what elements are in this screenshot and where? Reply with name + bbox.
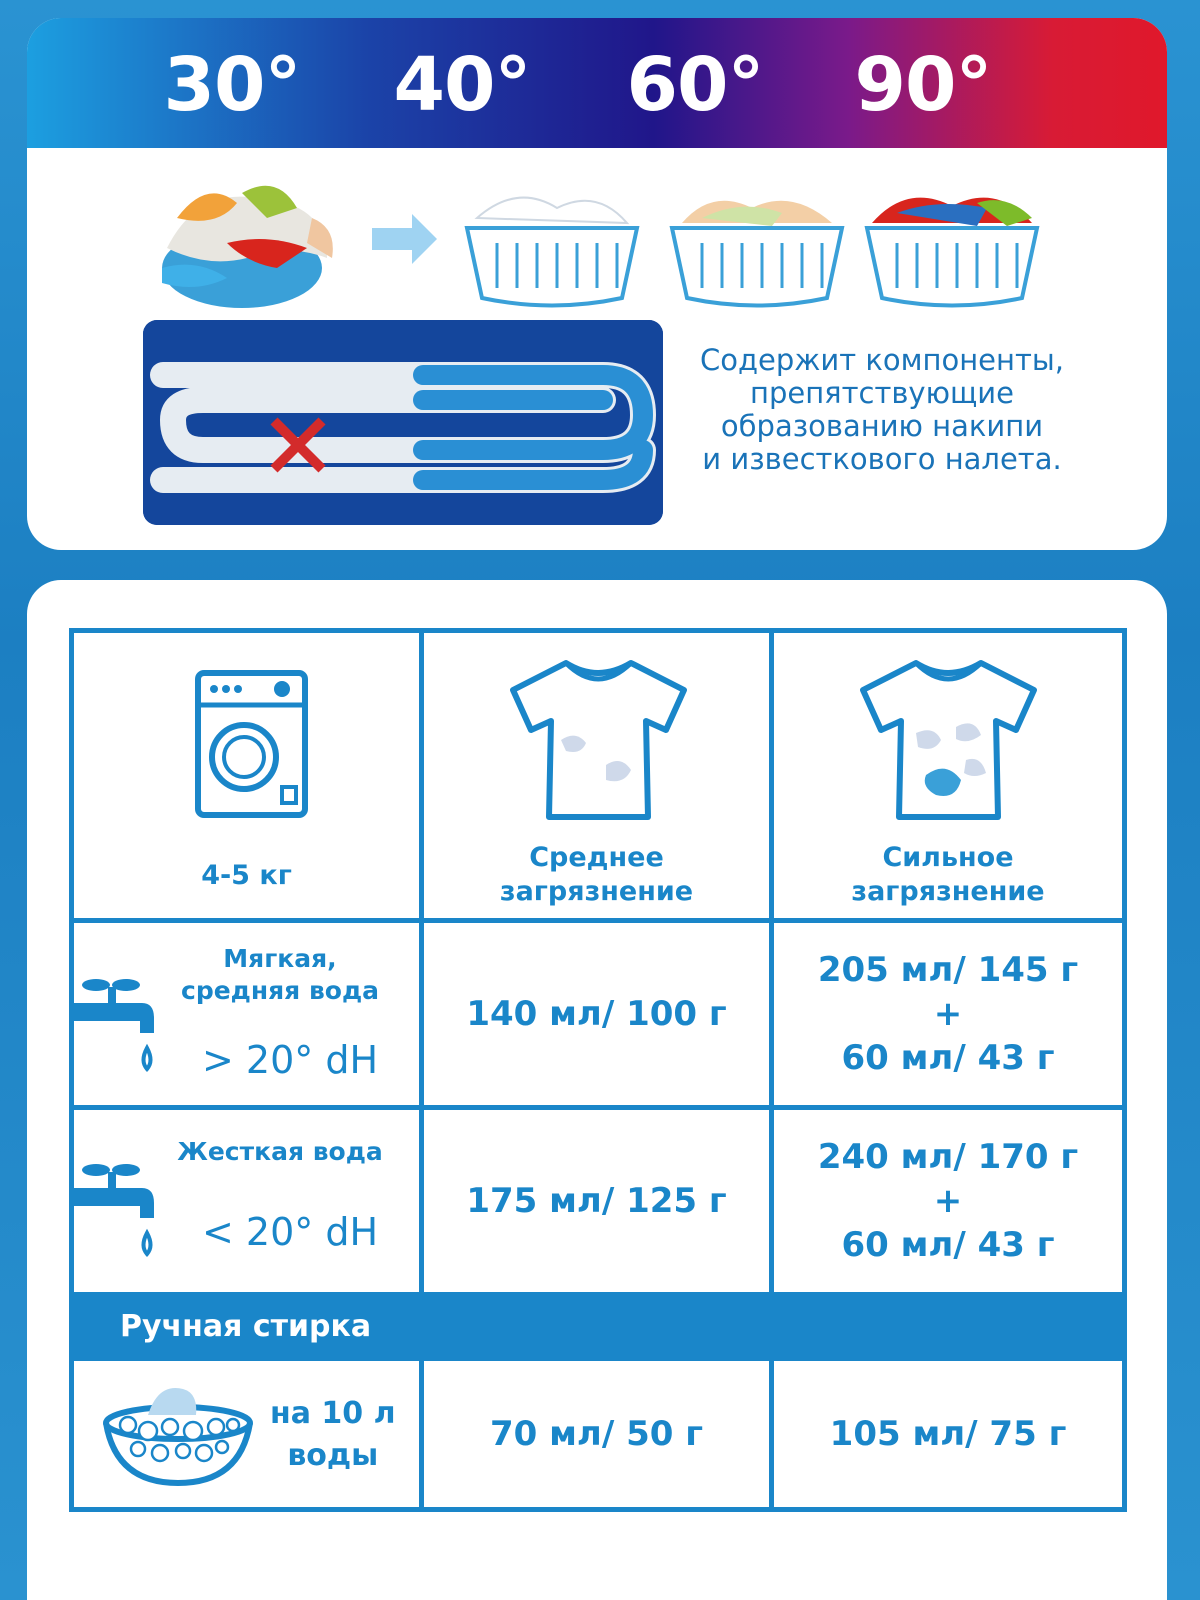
hand-wash-heavy-dose <box>774 1361 1122 1507</box>
soft-water-hardness: > 20° dH <box>202 1038 379 1082</box>
table-row-hand-wash <box>74 1361 1122 1507</box>
hard-water-hardness: < 20° dH <box>202 1210 379 1254</box>
anti-scale-line-3: образованию накипи <box>720 409 1044 443</box>
hand-wash-cell <box>74 1361 424 1507</box>
table-row-hard-water <box>74 1110 1122 1297</box>
soft-water-heavy-dose-value <box>818 948 1078 1080</box>
hand-wash-title-row <box>74 1297 1122 1361</box>
anti-scale-line-1: Содержит компоненты, <box>700 343 1064 377</box>
machine-cell <box>74 633 424 918</box>
dosage-panel <box>27 580 1167 1600</box>
hard-water-label: Жесткая вода <box>177 1137 383 1166</box>
table-header-row <box>74 633 1122 923</box>
heavy-soil-line-2: загрязнение <box>851 876 1045 907</box>
medium-soil-line-2: загрязнение <box>499 876 694 907</box>
medium-soil-label <box>424 841 769 909</box>
heating-element-icon <box>143 320 663 525</box>
temperature-gradient-band <box>27 18 1167 148</box>
medium-soil-header <box>424 633 774 918</box>
soft-water-medium-dose-value: 140 мл/ 100 г <box>466 994 727 1034</box>
dosage-table <box>69 628 1127 1512</box>
heavy-soil-header <box>774 633 1122 918</box>
heating-element-illustration <box>143 320 663 525</box>
arrow-right-icon <box>372 214 437 264</box>
hard-water-heavy-dose-plus: + <box>933 1181 963 1221</box>
laundry-sorting-illustration <box>27 148 1167 328</box>
temperature-panel <box>27 18 1167 550</box>
hard-water-heavy-dose-line-2: 60 мл/ 43 г <box>841 1225 1055 1265</box>
hard-water-heavy-dose <box>774 1110 1122 1292</box>
hard-water-medium-dose <box>424 1110 774 1292</box>
hand-wash-medium-dose-value: 70 мл/ 50 г <box>489 1414 703 1454</box>
hard-water-heavy-dose-line-1: 240 мл/ 170 г <box>817 1137 1079 1177</box>
tshirt-heavy-stain-icon <box>856 655 1041 825</box>
temp-90: 90° <box>854 42 992 128</box>
hard-water-medium-dose-value: 175 мл/ 125 г <box>466 1181 727 1221</box>
tshirt-medium-stain-icon <box>506 655 691 825</box>
heavy-soil-line-1: Сильное <box>882 842 1014 873</box>
hand-wash-heavy-dose-value: 105 мл/ 75 г <box>829 1414 1067 1454</box>
anti-scale-line-4: и известкового налета. <box>702 442 1062 476</box>
soft-water-line-2: средняя вода <box>181 976 379 1005</box>
soft-water-heavy-dose-line-2: 60 мл/ 43 г <box>841 1038 1055 1078</box>
medium-soil-line-1: Среднее <box>529 842 664 873</box>
hard-water-cell <box>74 1110 424 1292</box>
hand-wash-volume-line-2: воды <box>287 1438 379 1473</box>
machine-load-label: 4-5 кг <box>201 860 292 891</box>
wash-basin-icon <box>98 1375 258 1495</box>
hand-wash-volume-line-1: на 10 л <box>270 1396 396 1431</box>
temp-40: 40° <box>393 42 531 128</box>
temp-30: 30° <box>163 42 301 128</box>
laundry-pile-icon <box>162 186 333 308</box>
heavy-soil-label <box>774 841 1122 909</box>
soft-water-heavy-dose-plus: + <box>933 994 963 1034</box>
washing-machine-icon <box>194 669 309 819</box>
hand-wash-volume-label <box>270 1393 396 1477</box>
anti-scale-notice <box>667 344 1097 476</box>
basket-pastel-icon <box>672 201 842 306</box>
red-cross-icon <box>268 415 328 475</box>
soft-water-label <box>170 943 390 1007</box>
water-tap-icon <box>72 973 162 1083</box>
basket-colored-icon <box>867 198 1037 306</box>
hand-wash-medium-dose <box>424 1361 774 1507</box>
soft-water-heavy-dose <box>774 923 1122 1105</box>
soft-water-medium-dose <box>424 923 774 1105</box>
table-row-soft-water <box>74 923 1122 1110</box>
water-tap-icon <box>72 1158 162 1268</box>
temp-60: 60° <box>626 42 764 128</box>
basket-white-icon <box>467 198 637 306</box>
anti-scale-line-2: препятствующие <box>749 376 1015 410</box>
soft-water-heavy-dose-line-1: 205 мл/ 145 г <box>817 950 1079 990</box>
hand-wash-title: Ручная стирка <box>120 1309 372 1344</box>
soft-water-cell <box>74 923 424 1105</box>
hard-water-heavy-dose-value <box>818 1135 1078 1267</box>
soft-water-line-1: Мягкая, <box>223 944 337 973</box>
